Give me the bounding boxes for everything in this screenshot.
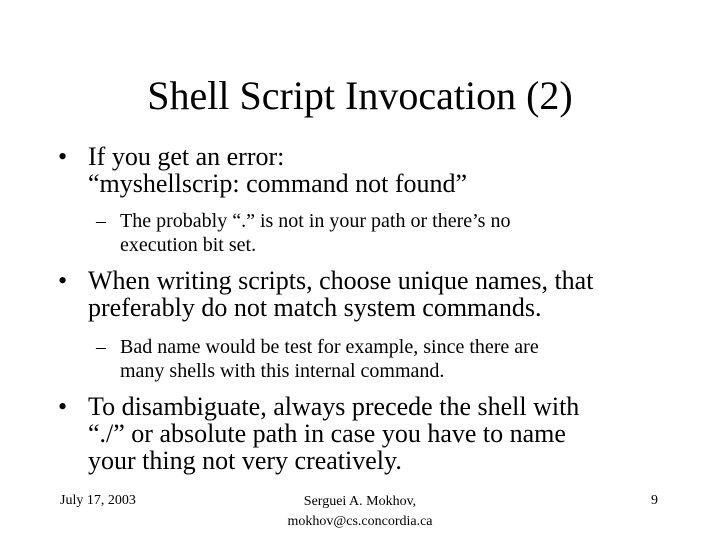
footer-author [210, 492, 510, 532]
bullet-text-line: “myshellscrip: command not found” [88, 169, 468, 198]
bullet-text-line: To disambiguate, always precede the shell with [88, 392, 580, 421]
bullet-text-line: If you get an error: [88, 142, 285, 171]
sub-bullet-marker: – [96, 210, 106, 232]
sub-bullet-text-line: The probably “.” is not in your path or there’s no [120, 210, 511, 232]
bullet-marker: • [58, 392, 68, 421]
footer-date: July 17, 2003 [60, 493, 136, 508]
bullet-item [58, 143, 698, 197]
footer-page-number: 9 [651, 493, 658, 508]
bullet-marker: • [58, 266, 68, 295]
footer-author-email: mokhov@cs.concordia.ca [287, 514, 433, 529]
bullet-text-line: When writing scripts, choose unique names, that [88, 266, 594, 295]
sub-bullet-item [96, 209, 698, 257]
sub-bullet-text-line: execution bit set. [120, 234, 257, 256]
bullet-text-line: your thing not very creatively. [88, 446, 402, 475]
sub-bullet-marker: – [96, 336, 106, 358]
bullet-item [58, 393, 698, 474]
footer-author-name: Serguei A. Mokhov, [303, 494, 417, 509]
slide-title: Shell Script Invocation (2) [147, 73, 573, 118]
slide-body [58, 143, 698, 474]
sub-bullet-text-line: many shells with this internal command. [120, 360, 445, 382]
sub-bullet-text-line: Bad name would be test for example, since there are [120, 336, 539, 358]
bullet-marker: • [58, 142, 68, 171]
bullet-text-line: “./” or absolute path in case you have to name [88, 419, 566, 448]
sub-bullet-item [96, 335, 698, 383]
bullet-item [58, 267, 698, 321]
bullet-text-line: preferably do not match system commands. [88, 293, 542, 322]
